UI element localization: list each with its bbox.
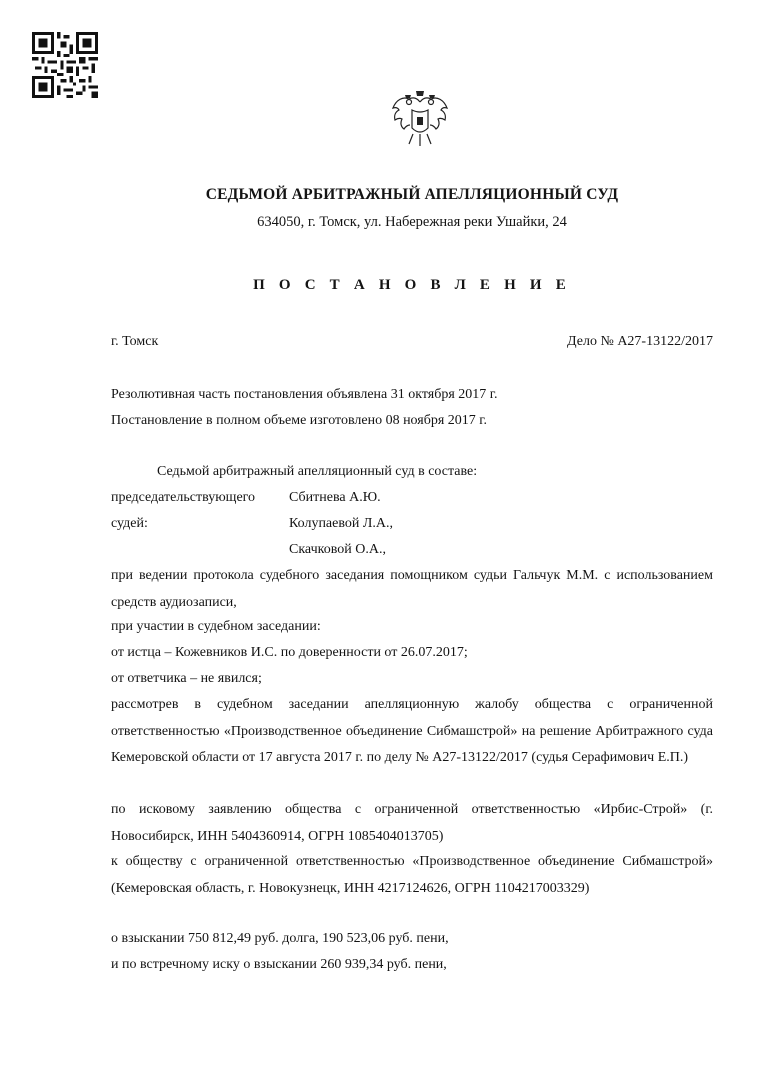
city: г. Томск xyxy=(111,334,159,349)
recovery-line: о взыскании 750 812,49 руб. долга, 190 523,06 руб. пени, xyxy=(111,931,449,946)
court-name: СЕДЬМОЙ АРБИТРАЖНЫЙ АПЕЛЛЯЦИОННЫЙ СУД xyxy=(205,186,619,203)
case-number: Дело № А27-13122/2017 xyxy=(567,334,713,349)
participation-line: при участии в судебном заседании: xyxy=(111,619,321,634)
secretary-paragraph: при ведении протокола судебного заседания помощником судьи Гальчук М.М. с использованием средств аудиозаписи, xyxy=(111,568,713,610)
presiding-name: Сбитнева А.Ю. xyxy=(289,490,381,505)
composition-intro: Седьмой арбитражный апелляционный суд в составе: xyxy=(157,464,478,479)
presiding-label: председательствующего xyxy=(111,490,256,505)
court-address: 634050, г. Томск, ул. Набережная реки Ушайки, 24 xyxy=(257,214,567,230)
claim-paragraph: по исковому заявлению общества с ограниченной ответственностью «Ирбис-Строй» (г. Новосибирск, ИНН 5404360914, ОГРН 1085404013705) xyxy=(111,802,713,844)
document-title: П О С Т А Н О В Л Е Н И Е xyxy=(253,277,571,293)
counterclaim-line: и по встречному иску о взыскании 260 939,34 руб. пени, xyxy=(111,957,447,972)
judge-name: Колупаевой Л.А., xyxy=(289,516,393,531)
plaintiff-representative: от истца – Кожевников И.С. по доверенности от 26.07.2017; xyxy=(111,645,468,660)
defendant-paragraph: к обществу с ограниченной ответственностью «Производственное объединение Сибмашстрой» (Кемеровская область, г. Новокузнецк, ИНН 4217124626, ОГРН 1104217003329) xyxy=(111,854,713,896)
full-text-date-line: Постановление в полном объеме изготовлено 08 ноября 2017 г. xyxy=(111,413,487,428)
coat-of-arms-icon xyxy=(389,88,451,150)
judges-label: судей: xyxy=(111,516,148,531)
appeal-paragraph: рассмотрев в судебном заседании апелляционную жалобу общества с ограниченной ответственностью «Производственное объединение Сибмашстрой» на решение Арбитражного суда Кемеровской области от 17 августа 2017 г. по делу № А27-13122/2017 (судья Серафимович Е.П.) xyxy=(111,697,713,765)
judge-name: Скачковой О.А., xyxy=(289,542,386,557)
defendant-representative: от ответчика – не явился; xyxy=(111,671,262,686)
resolution-date-line: Резолютивная часть постановления объявлена 31 октября 2017 г. xyxy=(111,387,498,402)
qr-code-icon xyxy=(32,32,98,98)
